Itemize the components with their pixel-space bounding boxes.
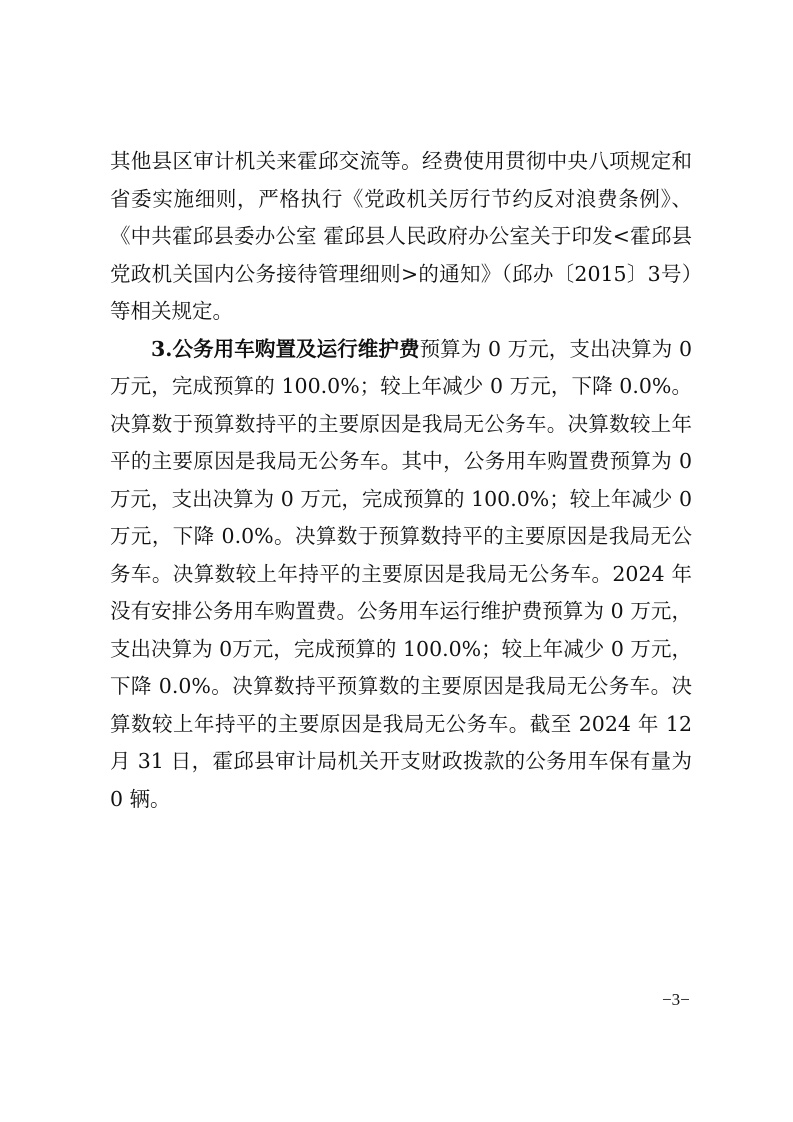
paragraph-official-vehicles-text: 预算为 0 万元，支出决算为 0万元，完成预算的 100.0%；较上年减少 0 万元，下降 0.0%。决算数于预算数持平的主要原因是我局无公务车。决算数较上年平的主要原因是我局无公务车。其中，公务用车购置费预算为 0 万元，支出决算为 0 万元，完成预算的 100.0%；较上年减少 0 万元，下降 0.0%。决算数于预算数持平的主要原因是我局无公务车。决算数较上年持平的主要原因是我局无公务车。2024 年没有安排公务用车购置费。公务用车运行维护费预算为 0 万元，支出决算为 0万元，完成预算的 100.0%；较上年减少 0 万元，下降 0.0%。决算数持平预算数的主要原因是我局无公务车。决算数较上年持平的主要原因是我局无公务车。截至 2024 年 12 月 31 日，霍邱县审计局机关开支财政拨款的公务用车保有量为 0 辆。 xyxy=(110,336,692,811)
paragraph-reception-rules xyxy=(110,143,692,331)
section-heading-official-vehicles: 3.公务用车购置及运行维护费 xyxy=(151,336,420,361)
document-body xyxy=(110,143,692,818)
paragraph-official-vehicles xyxy=(110,331,692,819)
page-number: −3− xyxy=(662,990,690,1009)
paragraph-reception-rules-text: 其他县区审计机关来霍邱交流等。经费使用贯彻中央八项规定和省委实施细则，严格执行《党政机关厉行节约反对浪费条例》、《中共霍邱县委办公室 霍邱县人民政府办公室关于印发<霍邱县党政机关国内公务接待管理细则>的通知》（邱办〔2015〕3号）等相关规定。 xyxy=(110,149,692,323)
